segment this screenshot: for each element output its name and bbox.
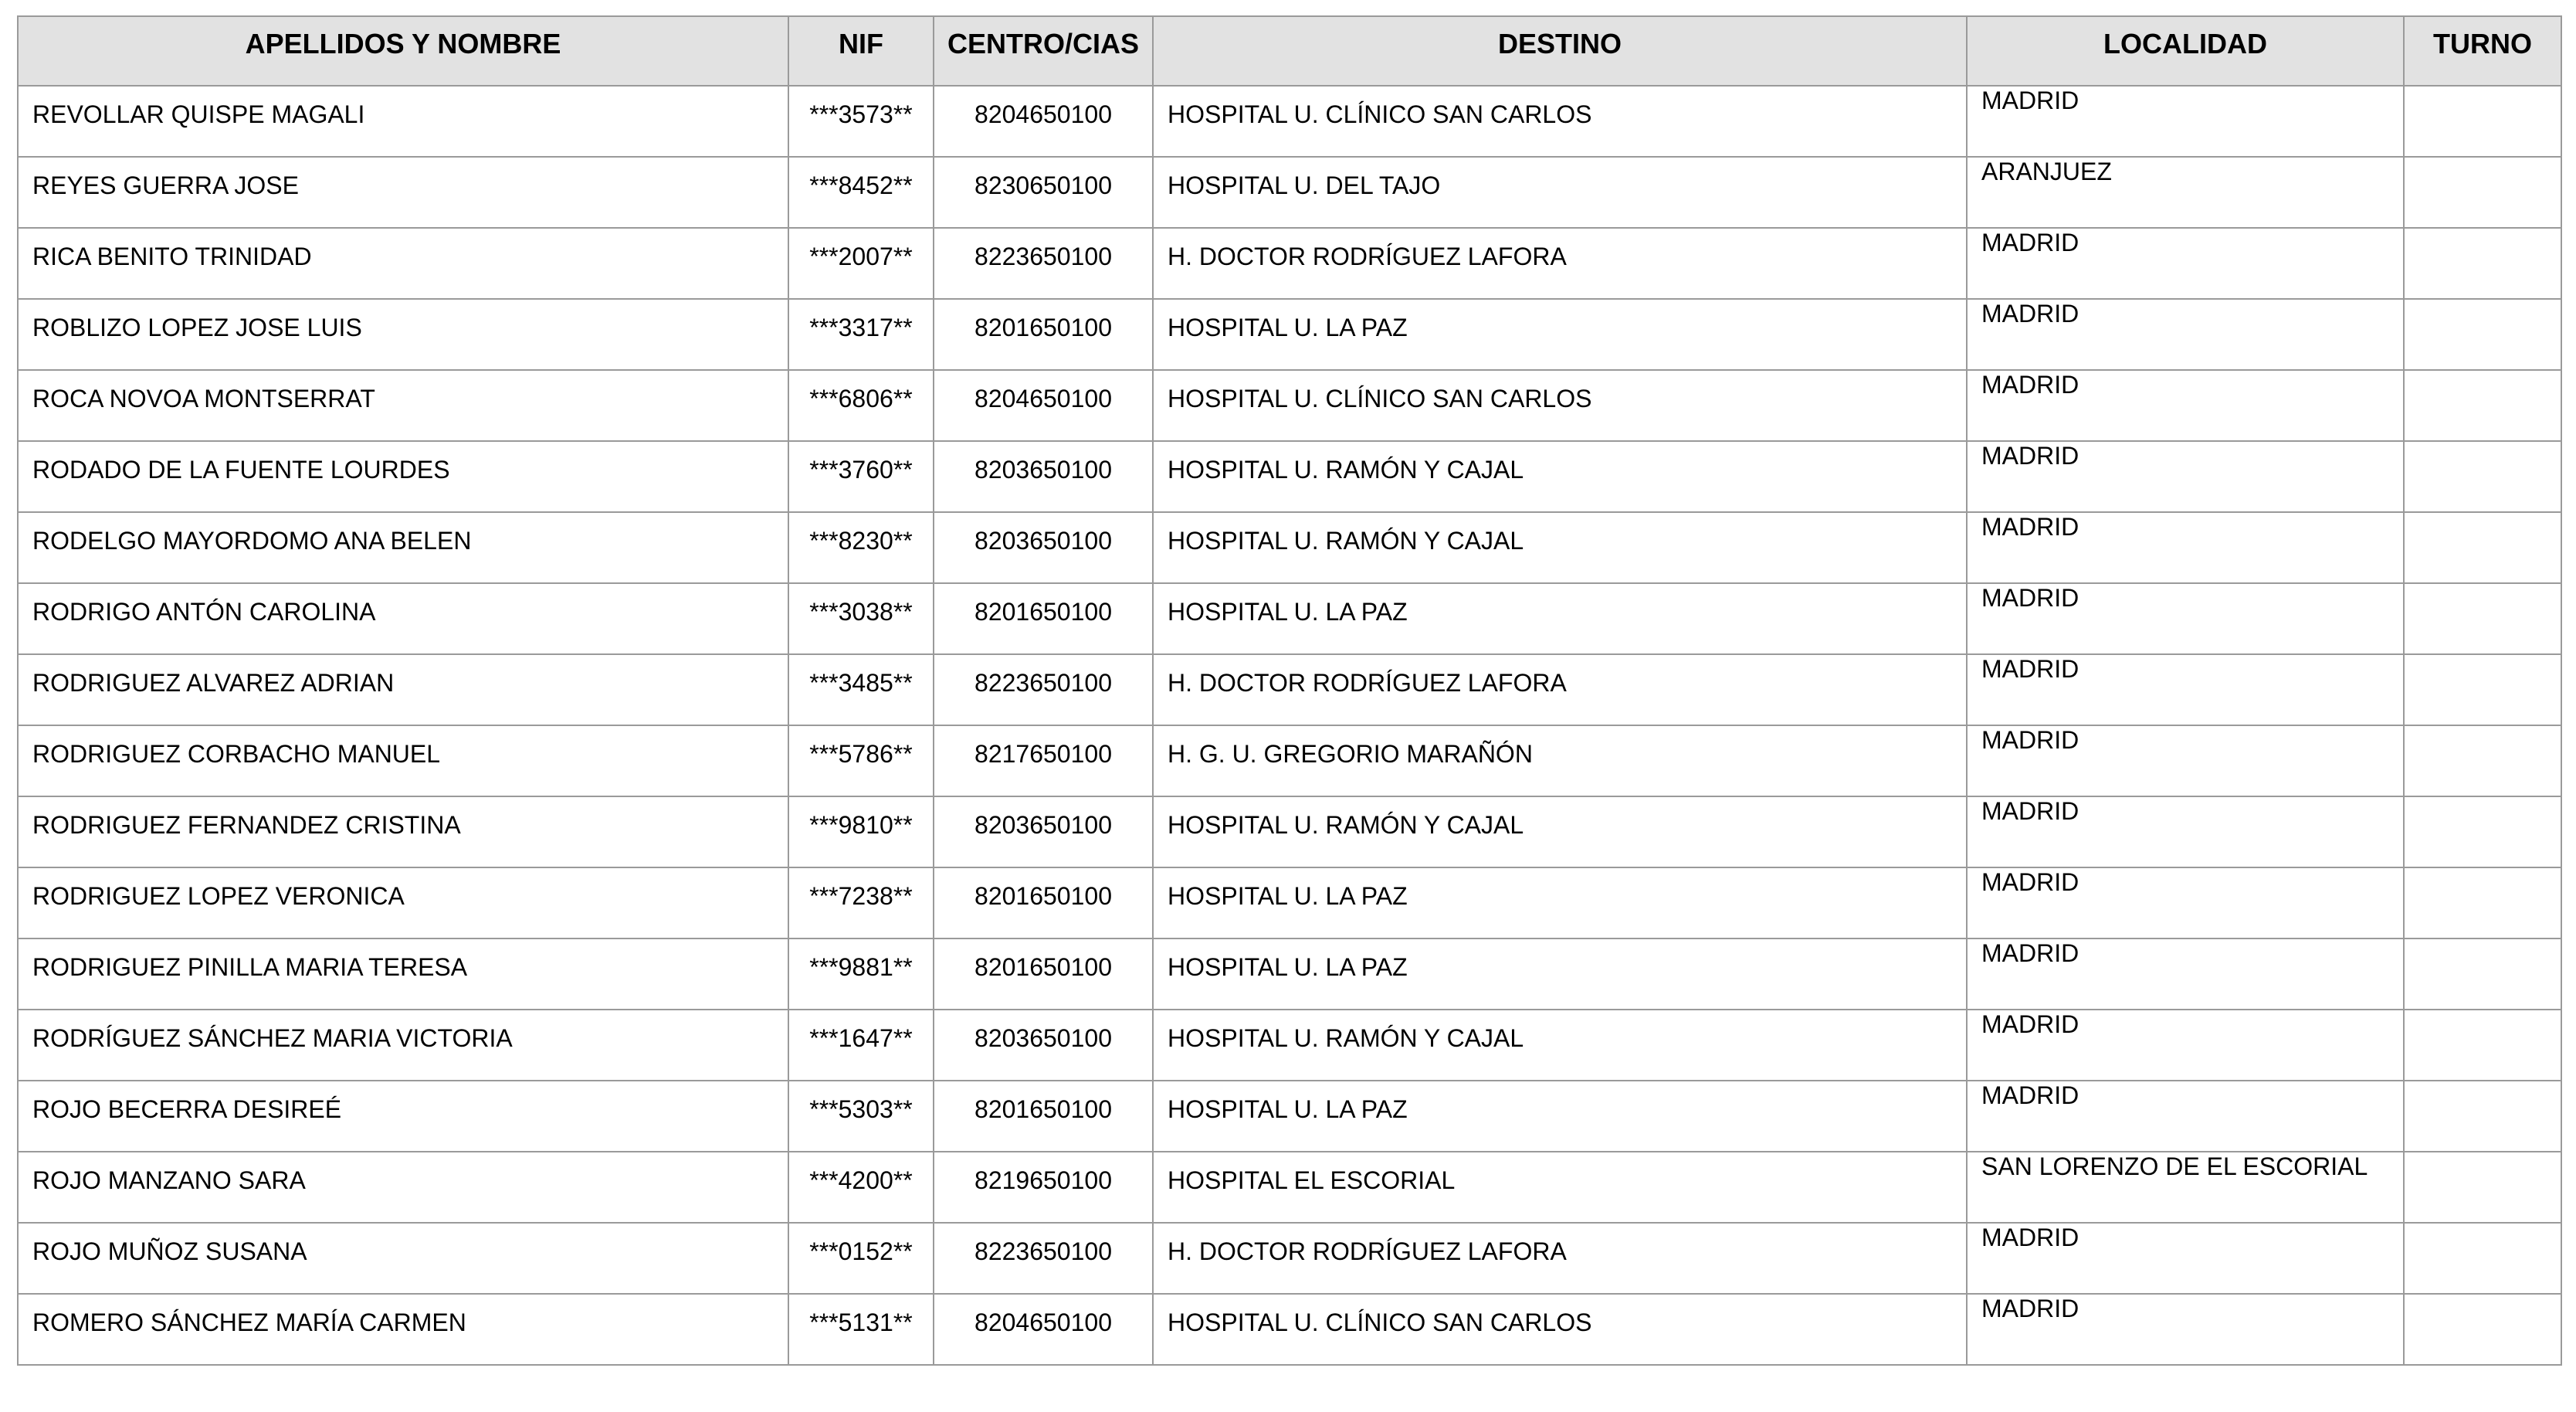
header-localidad: LOCALIDAD <box>1967 16 2404 86</box>
cell-destino: HOSPITAL U. LA PAZ <box>1153 867 1967 939</box>
cell-centro-cias: 8204650100 <box>934 1294 1153 1365</box>
cell-localidad: MADRID <box>1967 1223 2404 1294</box>
cell-destino: HOSPITAL U. RAMÓN Y CAJAL <box>1153 796 1967 867</box>
cell-nif: ***5786** <box>788 725 934 796</box>
cell-centro-cias: 8201650100 <box>934 867 1153 939</box>
cell-destino: HOSPITAL U. RAMÓN Y CAJAL <box>1153 1010 1967 1081</box>
table-header <box>18 16 2561 86</box>
cell-name: RODRIGUEZ FERNANDEZ CRISTINA <box>18 796 788 867</box>
cell-name: RODRIGUEZ PINILLA MARIA TERESA <box>18 939 788 1010</box>
cell-name: ROJO MANZANO SARA <box>18 1152 788 1223</box>
cell-destino: HOSPITAL U. CLÍNICO SAN CARLOS <box>1153 86 1967 157</box>
cell-destino: HOSPITAL U. LA PAZ <box>1153 939 1967 1010</box>
cell-nif: ***7238** <box>788 867 934 939</box>
cell-centro-cias: 8203650100 <box>934 796 1153 867</box>
cell-centro-cias: 8219650100 <box>934 1152 1153 1223</box>
cell-nif: ***3038** <box>788 583 934 654</box>
table-row <box>18 939 2561 1010</box>
cell-centro-cias: 8201650100 <box>934 583 1153 654</box>
cell-name: ROCA NOVOA MONTSERRAT <box>18 370 788 441</box>
table-row <box>18 1081 2561 1152</box>
cell-centro-cias: 8201650100 <box>934 939 1153 1010</box>
cell-localidad: MADRID <box>1967 1081 2404 1152</box>
table-row <box>18 441 2561 512</box>
cell-centro-cias: 8230650100 <box>934 157 1153 228</box>
assignments-table <box>17 15 2562 1366</box>
cell-turno <box>2404 1010 2561 1081</box>
cell-nif: ***3317** <box>788 299 934 370</box>
header-nif: NIF <box>788 16 934 86</box>
cell-turno <box>2404 228 2561 299</box>
cell-turno <box>2404 157 2561 228</box>
cell-destino: HOSPITAL U. CLÍNICO SAN CARLOS <box>1153 370 1967 441</box>
cell-centro-cias: 8201650100 <box>934 1081 1153 1152</box>
table-row <box>18 1010 2561 1081</box>
table-row <box>18 583 2561 654</box>
cell-destino: HOSPITAL U. RAMÓN Y CAJAL <box>1153 512 1967 583</box>
cell-centro-cias: 8204650100 <box>934 370 1153 441</box>
cell-turno <box>2404 796 2561 867</box>
cell-destino: H. DOCTOR RODRÍGUEZ LAFORA <box>1153 1223 1967 1294</box>
cell-nif: ***8230** <box>788 512 934 583</box>
cell-name: ROJO MUÑOZ SUSANA <box>18 1223 788 1294</box>
table-row <box>18 654 2561 725</box>
table-row <box>18 1152 2561 1223</box>
cell-centro-cias: 8201650100 <box>934 299 1153 370</box>
cell-turno <box>2404 441 2561 512</box>
table-row <box>18 796 2561 867</box>
cell-localidad: ARANJUEZ <box>1967 157 2404 228</box>
cell-destino: HOSPITAL EL ESCORIAL <box>1153 1152 1967 1223</box>
cell-localidad: MADRID <box>1967 512 2404 583</box>
table-row <box>18 157 2561 228</box>
cell-name: RODRÍGUEZ SÁNCHEZ MARIA VICTORIA <box>18 1010 788 1081</box>
cell-name: ROBLIZO LOPEZ JOSE LUIS <box>18 299 788 370</box>
cell-nif: ***9881** <box>788 939 934 1010</box>
cell-localidad: MADRID <box>1967 939 2404 1010</box>
cell-turno <box>2404 725 2561 796</box>
table-row <box>18 299 2561 370</box>
cell-destino: HOSPITAL U. RAMÓN Y CAJAL <box>1153 441 1967 512</box>
cell-destino: H. DOCTOR RODRÍGUEZ LAFORA <box>1153 228 1967 299</box>
table-row <box>18 867 2561 939</box>
cell-centro-cias: 8223650100 <box>934 654 1153 725</box>
cell-destino: HOSPITAL U. LA PAZ <box>1153 1081 1967 1152</box>
cell-destino: H. DOCTOR RODRÍGUEZ LAFORA <box>1153 654 1967 725</box>
cell-localidad: MADRID <box>1967 654 2404 725</box>
table-row <box>18 1294 2561 1365</box>
cell-localidad: MADRID <box>1967 228 2404 299</box>
header-name: APELLIDOS Y NOMBRE <box>18 16 788 86</box>
header-centro-cias: CENTRO/CIAS <box>934 16 1153 86</box>
cell-name: RODELGO MAYORDOMO ANA BELEN <box>18 512 788 583</box>
cell-localidad: MADRID <box>1967 796 2404 867</box>
table-row <box>18 512 2561 583</box>
cell-name: RODRIGO ANTÓN CAROLINA <box>18 583 788 654</box>
cell-destino: HOSPITAL U. CLÍNICO SAN CARLOS <box>1153 1294 1967 1365</box>
cell-turno <box>2404 654 2561 725</box>
cell-name: ROJO BECERRA DESIREÉ <box>18 1081 788 1152</box>
cell-localidad: MADRID <box>1967 1294 2404 1365</box>
cell-turno <box>2404 86 2561 157</box>
cell-localidad: MADRID <box>1967 725 2404 796</box>
cell-turno <box>2404 939 2561 1010</box>
cell-name: ROMERO SÁNCHEZ MARÍA CARMEN <box>18 1294 788 1365</box>
table-row <box>18 86 2561 157</box>
cell-turno <box>2404 299 2561 370</box>
cell-localidad: MADRID <box>1967 867 2404 939</box>
table-row <box>18 228 2561 299</box>
cell-turno <box>2404 370 2561 441</box>
cell-localidad: MADRID <box>1967 441 2404 512</box>
cell-destino: HOSPITAL U. LA PAZ <box>1153 299 1967 370</box>
cell-nif: ***5303** <box>788 1081 934 1152</box>
cell-centro-cias: 8203650100 <box>934 512 1153 583</box>
cell-nif: ***5131** <box>788 1294 934 1365</box>
cell-centro-cias: 8223650100 <box>934 228 1153 299</box>
cell-destino: HOSPITAL U. LA PAZ <box>1153 583 1967 654</box>
table-body <box>18 86 2561 1365</box>
cell-turno <box>2404 1081 2561 1152</box>
cell-localidad: MADRID <box>1967 583 2404 654</box>
cell-turno <box>2404 1152 2561 1223</box>
cell-localidad: MADRID <box>1967 299 2404 370</box>
cell-name: RODADO DE LA FUENTE LOURDES <box>18 441 788 512</box>
cell-centro-cias: 8217650100 <box>934 725 1153 796</box>
cell-turno <box>2404 1294 2561 1365</box>
cell-name: RODRIGUEZ ALVAREZ ADRIAN <box>18 654 788 725</box>
cell-nif: ***3485** <box>788 654 934 725</box>
cell-nif: ***4200** <box>788 1152 934 1223</box>
cell-localidad: SAN LORENZO DE EL ESCORIAL <box>1967 1152 2404 1223</box>
cell-destino: H. G. U. GREGORIO MARAÑÓN <box>1153 725 1967 796</box>
table-row <box>18 725 2561 796</box>
cell-localidad: MADRID <box>1967 86 2404 157</box>
header-destino: DESTINO <box>1153 16 1967 86</box>
cell-turno <box>2404 583 2561 654</box>
cell-nif: ***8452** <box>788 157 934 228</box>
cell-name: RICA BENITO TRINIDAD <box>18 228 788 299</box>
cell-nif: ***3760** <box>788 441 934 512</box>
cell-localidad: MADRID <box>1967 370 2404 441</box>
cell-destino: HOSPITAL U. DEL TAJO <box>1153 157 1967 228</box>
cell-name: REVOLLAR QUISPE MAGALI <box>18 86 788 157</box>
cell-localidad: MADRID <box>1967 1010 2404 1081</box>
cell-centro-cias: 8203650100 <box>934 1010 1153 1081</box>
header-row <box>18 16 2561 86</box>
cell-nif: ***1647** <box>788 1010 934 1081</box>
cell-nif: ***0152** <box>788 1223 934 1294</box>
cell-nif: ***2007** <box>788 228 934 299</box>
cell-name: RODRIGUEZ CORBACHO MANUEL <box>18 725 788 796</box>
cell-turno <box>2404 512 2561 583</box>
header-turno: TURNO <box>2404 16 2561 86</box>
cell-nif: ***9810** <box>788 796 934 867</box>
cell-name: RODRIGUEZ LOPEZ VERONICA <box>18 867 788 939</box>
table-row <box>18 370 2561 441</box>
cell-centro-cias: 8204650100 <box>934 86 1153 157</box>
table-row <box>18 1223 2561 1294</box>
cell-centro-cias: 8203650100 <box>934 441 1153 512</box>
cell-nif: ***3573** <box>788 86 934 157</box>
cell-nif: ***6806** <box>788 370 934 441</box>
cell-turno <box>2404 1223 2561 1294</box>
cell-turno <box>2404 867 2561 939</box>
cell-centro-cias: 8223650100 <box>934 1223 1153 1294</box>
cell-name: REYES GUERRA JOSE <box>18 157 788 228</box>
